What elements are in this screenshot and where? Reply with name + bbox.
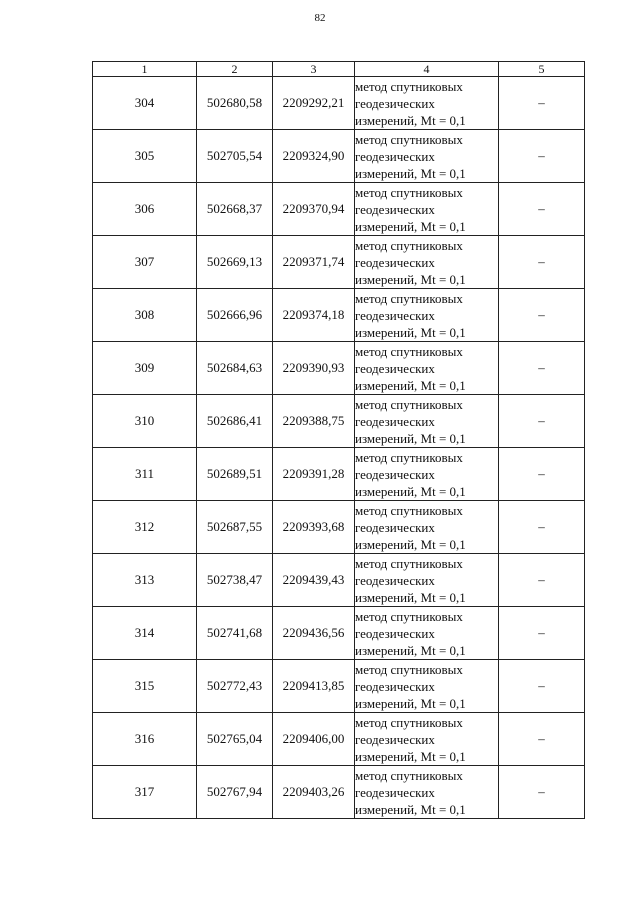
method-cell: [355, 236, 499, 289]
point-number-cell: 306: [93, 183, 197, 236]
note-cell: –: [499, 183, 585, 236]
method-line: геодезических: [355, 519, 435, 535]
method-cell: [355, 289, 499, 342]
method-line: измерений, Mt = 0,1: [355, 324, 466, 340]
header-col-2: 2: [197, 62, 273, 77]
table-row: [93, 289, 585, 342]
coordinate-x-cell: 502686,41: [197, 395, 273, 448]
point-number-cell: 307: [93, 236, 197, 289]
page-number: 82: [314, 12, 326, 24]
method-line: измерений, Mt = 0,1: [355, 483, 466, 499]
method-line: геодезических: [355, 784, 435, 800]
coordinate-x-cell: 502684,63: [197, 342, 273, 395]
coordinate-x-cell: 502765,04: [197, 713, 273, 766]
coordinate-y-cell: 2209391,28: [273, 448, 355, 501]
coordinate-x-cell: 502669,13: [197, 236, 273, 289]
note-cell: –: [499, 554, 585, 607]
method-line: измерений, Mt = 0,1: [355, 695, 466, 711]
method-line: геодезических: [355, 201, 435, 217]
coordinate-x-cell: 502680,58: [197, 77, 273, 130]
note-cell: –: [499, 395, 585, 448]
method-cell: [355, 395, 499, 448]
note-cell: –: [499, 713, 585, 766]
method-cell: [355, 342, 499, 395]
coordinate-x-cell: 502687,55: [197, 501, 273, 554]
method-line: геодезических: [355, 148, 435, 164]
method-line: метод спутниковых: [355, 343, 463, 359]
method-line: геодезических: [355, 95, 435, 111]
table-row: [93, 607, 585, 660]
method-line: метод спутниковых: [355, 661, 463, 677]
method-cell: [355, 130, 499, 183]
method-line: метод спутниковых: [355, 502, 463, 518]
method-line: геодезических: [355, 413, 435, 429]
point-number-cell: 316: [93, 713, 197, 766]
method-line: метод спутниковых: [355, 449, 463, 465]
coordinate-y-cell: 2209371,74: [273, 236, 355, 289]
coordinate-y-cell: 2209406,00: [273, 713, 355, 766]
method-line: метод спутниковых: [355, 184, 463, 200]
coordinate-y-cell: 2209292,21: [273, 77, 355, 130]
coordinate-y-cell: 2209388,75: [273, 395, 355, 448]
table-row: [93, 183, 585, 236]
table-row: [93, 130, 585, 183]
note-cell: –: [499, 607, 585, 660]
note-cell: –: [499, 766, 585, 819]
coordinate-x-cell: 502772,43: [197, 660, 273, 713]
coordinate-y-cell: 2209413,85: [273, 660, 355, 713]
method-line: метод спутниковых: [355, 78, 463, 94]
method-line: геодезических: [355, 360, 435, 376]
table-row: [93, 660, 585, 713]
table-row: [93, 448, 585, 501]
method-line: измерений, Mt = 0,1: [355, 271, 466, 287]
method-cell: [355, 713, 499, 766]
note-cell: –: [499, 448, 585, 501]
note-cell: –: [499, 130, 585, 183]
coordinate-x-cell: 502738,47: [197, 554, 273, 607]
method-line: геодезических: [355, 731, 435, 747]
table-row: [93, 501, 585, 554]
coordinate-x-cell: 502705,54: [197, 130, 273, 183]
point-number-cell: 305: [93, 130, 197, 183]
method-cell: [355, 660, 499, 713]
method-cell: [355, 501, 499, 554]
table-row: [93, 342, 585, 395]
coordinate-x-cell: 502689,51: [197, 448, 273, 501]
method-cell: [355, 448, 499, 501]
method-line: измерений, Mt = 0,1: [355, 112, 466, 128]
point-number-cell: 309: [93, 342, 197, 395]
method-line: геодезических: [355, 254, 435, 270]
header-col-5: 5: [499, 62, 585, 77]
method-cell: [355, 183, 499, 236]
method-line: геодезических: [355, 466, 435, 482]
header-col-3: 3: [273, 62, 355, 77]
method-line: метод спутниковых: [355, 714, 463, 730]
table-row: [93, 77, 585, 130]
note-cell: –: [499, 289, 585, 342]
table-row: [93, 395, 585, 448]
method-line: метод спутниковых: [355, 396, 463, 412]
coordinate-y-cell: 2209390,93: [273, 342, 355, 395]
method-line: измерений, Mt = 0,1: [355, 430, 466, 446]
method-line: измерений, Mt = 0,1: [355, 377, 466, 393]
method-line: геодезических: [355, 625, 435, 641]
point-number-cell: 317: [93, 766, 197, 819]
method-line: геодезических: [355, 307, 435, 323]
point-number-cell: 315: [93, 660, 197, 713]
coordinate-y-cell: 2209403,26: [273, 766, 355, 819]
coordinate-y-cell: 2209393,68: [273, 501, 355, 554]
table-row: [93, 713, 585, 766]
method-line: геодезических: [355, 572, 435, 588]
point-number-cell: 313: [93, 554, 197, 607]
point-number-cell: 311: [93, 448, 197, 501]
note-cell: –: [499, 660, 585, 713]
point-number-cell: 312: [93, 501, 197, 554]
coordinate-x-cell: 502666,96: [197, 289, 273, 342]
method-line: метод спутниковых: [355, 131, 463, 147]
coordinate-x-cell: 502741,68: [197, 607, 273, 660]
method-line: метод спутниковых: [355, 555, 463, 571]
table-row: [93, 766, 585, 819]
note-cell: –: [499, 77, 585, 130]
method-cell: [355, 607, 499, 660]
method-cell: [355, 766, 499, 819]
coordinate-x-cell: 502668,37: [197, 183, 273, 236]
note-cell: –: [499, 236, 585, 289]
method-line: измерений, Mt = 0,1: [355, 218, 466, 234]
point-number-cell: 314: [93, 607, 197, 660]
header-row: [93, 62, 585, 77]
coordinate-y-cell: 2209436,56: [273, 607, 355, 660]
coordinates-table: [92, 61, 585, 819]
coordinate-y-cell: 2209370,94: [273, 183, 355, 236]
point-number-cell: 304: [93, 77, 197, 130]
table-body: [93, 77, 585, 819]
method-cell: [355, 554, 499, 607]
method-line: метод спутниковых: [355, 237, 463, 253]
note-cell: –: [499, 342, 585, 395]
method-line: измерений, Mt = 0,1: [355, 165, 466, 181]
coordinate-y-cell: 2209374,18: [273, 289, 355, 342]
note-cell: –: [499, 501, 585, 554]
method-line: измерений, Mt = 0,1: [355, 801, 466, 817]
coordinate-x-cell: 502767,94: [197, 766, 273, 819]
method-line: метод спутниковых: [355, 767, 463, 783]
table-row: [93, 554, 585, 607]
point-number-cell: 308: [93, 289, 197, 342]
point-number-cell: 310: [93, 395, 197, 448]
method-line: метод спутниковых: [355, 290, 463, 306]
coordinate-y-cell: 2209324,90: [273, 130, 355, 183]
method-line: метод спутниковых: [355, 608, 463, 624]
table-row: [93, 236, 585, 289]
method-line: измерений, Mt = 0,1: [355, 536, 466, 552]
method-line: измерений, Mt = 0,1: [355, 589, 466, 605]
header-col-4: 4: [355, 62, 499, 77]
table-header: [93, 62, 585, 77]
method-line: геодезических: [355, 678, 435, 694]
coordinate-y-cell: 2209439,43: [273, 554, 355, 607]
method-line: измерений, Mt = 0,1: [355, 642, 466, 658]
header-col-1: 1: [93, 62, 197, 77]
method-line: измерений, Mt = 0,1: [355, 748, 466, 764]
method-cell: [355, 77, 499, 130]
